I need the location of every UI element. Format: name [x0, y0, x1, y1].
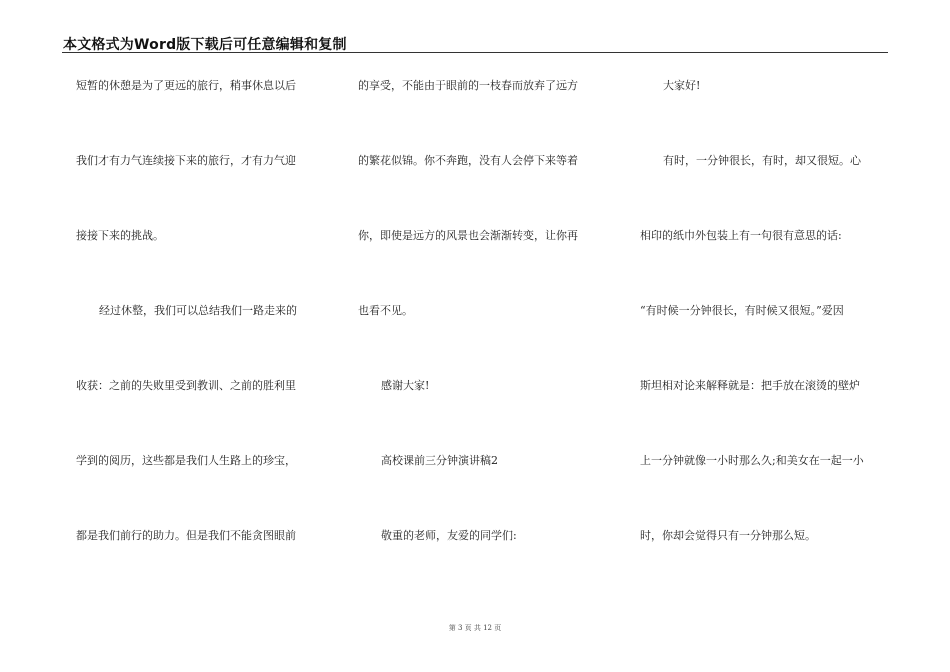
- paragraph-line: “有时候一分钟很长，有时候又很短。”爱因: [640, 304, 844, 317]
- paragraph-line: 有时，一分钟很长，有时，却又很短。心: [663, 154, 861, 167]
- paragraph-line: 你，即使是远方的风景也会渐渐转变，让你再: [358, 229, 578, 242]
- paragraph-line: 上一分钟就像一小时那么久;和美女在一起一小: [640, 454, 864, 467]
- paragraph-line: 时，你却会觉得只有一分钟那么短。: [640, 529, 816, 542]
- paragraph-line: 收获：之前的失败里受到教训、之前的胜利里: [76, 379, 296, 392]
- paragraph-line: 短暂的休憩是为了更远的旅行，稍事休息以后: [76, 79, 296, 92]
- paragraph-line: 我们才有力气连续接下来的旅行，才有力气迎: [76, 154, 296, 167]
- paragraph-line: 学到的阅历，这些都是我们人生路上的珍宝，: [76, 454, 296, 467]
- paragraph-line: 相印的纸巾外包装上有一句很有意思的话:: [640, 229, 842, 242]
- paragraph-line: 都是我们前行的助力。但是我们不能贪图眼前: [76, 529, 296, 542]
- paragraph-line: 的享受，不能由于眼前的一枝春而放弃了远方: [358, 79, 578, 92]
- paragraph-line: 接接下来的挑战。: [76, 229, 164, 242]
- paragraph-line: 也看不见。: [358, 304, 413, 317]
- paragraph-line: 的繁花似锦。你不奔跑，没有人会停下来等着: [358, 154, 578, 167]
- section-heading: 高校课前三分钟演讲稿2: [381, 454, 498, 467]
- paragraph-line: 大家好!: [663, 79, 701, 92]
- paragraph-line: 感谢大家!: [381, 379, 430, 392]
- header-divider: [62, 52, 888, 53]
- paragraph-line: 斯坦相对论来解释就是：把手放在滚烫的壁炉: [640, 379, 860, 392]
- document-header-title: 本文格式为Word版下载后可任意编辑和复制: [63, 37, 347, 53]
- page-number-footer: 第 3 页 共 12 页: [448, 624, 502, 632]
- paragraph-line: 敬重的老师，友爱的同学们:: [381, 529, 517, 542]
- paragraph-line: 经过休整，我们可以总结我们一路走来的: [99, 304, 297, 317]
